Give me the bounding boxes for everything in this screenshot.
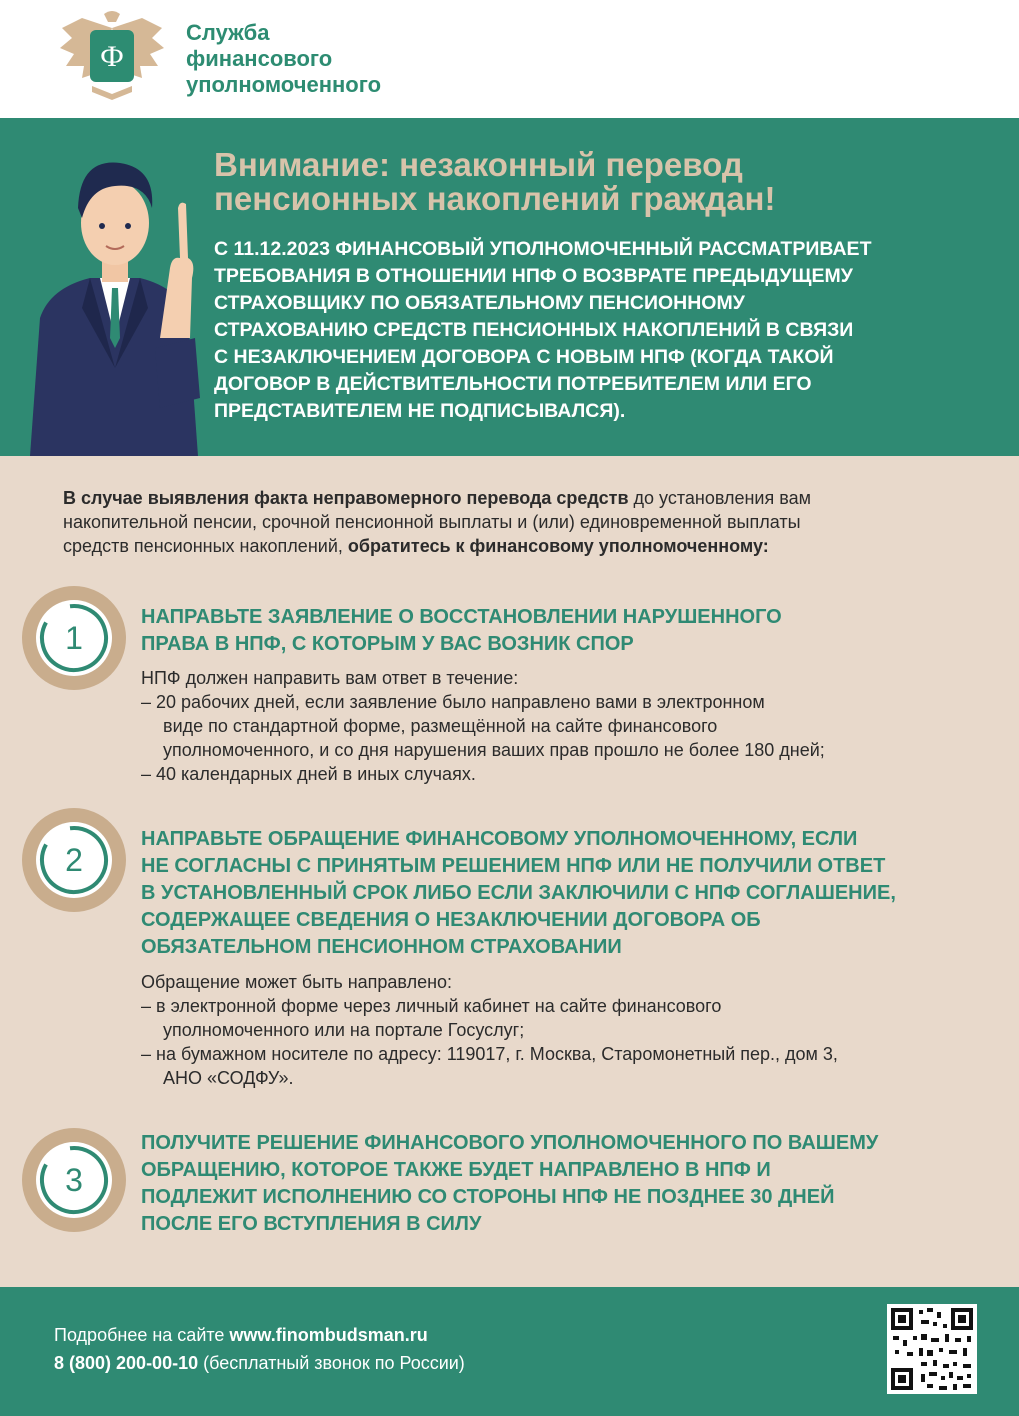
intro-text: накопительной пенсии, срочной пенсионной выплаты и (или) единовременной выплаты (63, 512, 801, 532)
footer-phone-number[interactable]: 8 (800) 200-00-10 (54, 1353, 199, 1373)
header (0, 0, 1019, 118)
step-number: 3 (65, 1162, 83, 1198)
hero-text-line: ДОГОВОР В ДЕЙСТВИТЕЛЬНОСТИ ПОТРЕБИТЕЛЕМ ИЛИ ЕГО (214, 373, 812, 395)
step-heading (141, 826, 896, 961)
bullet-line: – 40 календарных дней в иных случаях. (141, 764, 476, 784)
org-name-line: уполномоченного (186, 72, 382, 97)
hero-title (214, 148, 775, 216)
step-heading (141, 604, 782, 658)
step-heading (141, 1130, 878, 1238)
hero-title-line: пенсионных накоплений граждан! (214, 180, 776, 217)
eagle-logo-icon (52, 8, 172, 108)
intro-text: до установления вам (628, 488, 811, 508)
step-heading-line: ПОСЛЕ ЕГО ВСТУПЛЕНИЯ В СИЛУ (141, 1213, 482, 1235)
step-number: 2 (65, 842, 83, 878)
step-number-badge (22, 586, 126, 690)
hero-banner (0, 118, 1019, 456)
org-name-line: Служба (186, 20, 270, 45)
step-heading-line: ПОДЛЕЖИТ ИСПОЛНЕНИЮ СО СТОРОНЫ НПФ НЕ ПОЗДНЕЕ 30 ДНЕЙ (141, 1186, 835, 1208)
svg-text:Ф: Ф (100, 40, 124, 73)
step-heading-line: ПОЛУЧИТЕ РЕШЕНИЕ ФИНАНСОВОГО УПОЛНОМОЧЕННОГО ПО ВАШЕМУ (141, 1132, 879, 1154)
bullet-line: виде по стандартной форме, размещённой на сайте финансового (163, 716, 718, 736)
footer-phone-note: (бесплатный звонок по России) (198, 1353, 465, 1373)
step-body-lead: Обращение может быть направлено: (141, 972, 453, 992)
bullet-line: – в электронной форме через личный кабинет на сайте финансового (141, 996, 722, 1016)
footer-site-prefix: Подробнее на сайте (54, 1325, 230, 1345)
step-heading-line: СОДЕРЖАЩЕЕ СВЕДЕНИЯ О НЕЗАКЛЮЧЕНИИ ДОГОВОРА ОБ (141, 909, 761, 931)
footer-phone-line (54, 1353, 465, 1374)
step-body-lead: НПФ должен направить вам ответ в течение: (141, 668, 519, 688)
organization-name (186, 20, 381, 98)
hero-text-line: ПРЕДСТАВИТЕЛЕМ НЕ ПОДПИСЫВАЛСЯ). (214, 400, 626, 422)
step-heading-line: ПРАВА В НПФ, С КОТОРЫМ У ВАС ВОЗНИК СПОР (141, 633, 634, 655)
hero-text-line: СТРАХОВЩИКУ ПО ОБЯЗАТЕЛЬНОМУ ПЕНСИОННОМУ (214, 292, 745, 314)
bullet-line: – 20 рабочих дней, если заявление было направлено вами в электронном (141, 692, 765, 712)
qr-code-icon[interactable] (887, 1304, 977, 1394)
bullet-line: уполномоченного или на портале Госуслуг; (163, 1020, 525, 1040)
step-heading-line: НАПРАВЬТЕ ОБРАЩЕНИЕ ФИНАНСОВОМУ УПОЛНОМОЧЕННОМУ, ЕСЛИ (141, 828, 858, 850)
bullet-line: уполномоченного, и со дня нарушения ваших прав прошло не более 180 дней; (163, 740, 825, 760)
hero-text-line: ТРЕБОВАНИЯ В ОТНОШЕНИИ НПФ О ВОЗВРАТЕ ПРЕДЫДУЩЕМУ (214, 265, 853, 287)
org-name-line: финансового (186, 46, 333, 71)
intro-bold-text: обратитесь к финансовому уполномоченному: (347, 536, 769, 556)
hero-title-line: Внимание: незаконный перевод (214, 146, 743, 183)
hero-text-line: С НЕЗАКЛЮЧЕНИЕМ ДОГОВОРА С НОВЫМ НПФ (КОГДА ТАКОЙ (214, 346, 834, 368)
hero-text-line: С 11.12.2023 ФИНАНСОВЫЙ УПОЛНОМОЧЕННЫЙ РАССМАТРИВАЕТ (214, 238, 872, 260)
footer (0, 1287, 1019, 1416)
step-heading-line: В УСТАНОВЛЕННЫЙ СРОК ЛИБО ЕСЛИ ЗАКЛЮЧИЛИ С НПФ СОГЛАШЕНИЕ, (141, 882, 896, 904)
step-number: 1 (65, 620, 83, 656)
step-heading-line: ОБЯЗАТЕЛЬНОМ ПЕНСИОННОМ СТРАХОВАНИИ (141, 936, 622, 958)
bullet-line: – на бумажном носителе по адресу: 119017, г. Москва, Старомонетный пер., дом 3, (141, 1044, 838, 1064)
footer-site-link[interactable]: www.finombudsman.ru (229, 1325, 428, 1345)
step-heading-line: НЕ СОГЛАСНЫ С ПРИНЯТЫМ РЕШЕНИЕМ НПФ ИЛИ НЕ ПОЛУЧИЛИ ОТВЕТ (141, 855, 886, 877)
step-body (141, 970, 838, 1090)
intro-paragraph (63, 486, 983, 558)
step-heading-line: ОБРАЩЕНИЮ, КОТОРОЕ ТАКЖЕ БУДЕТ НАПРАВЛЕНО В НПФ И (141, 1159, 771, 1181)
footer-site-line (54, 1325, 428, 1346)
step-body (141, 666, 825, 786)
intro-text: средств пенсионных накоплений, (63, 536, 348, 556)
step-number-badge (22, 808, 126, 912)
bullet-line: АНО «СОДФУ». (163, 1068, 294, 1088)
step-heading-line: НАПРАВЬТЕ ЗАЯВЛЕНИЕ О ВОССТАНОВЛЕНИИ НАРУШЕННОГО (141, 606, 782, 628)
businessman-illustration (20, 138, 210, 456)
hero-announcement (214, 236, 871, 425)
intro-bold-text: В случае выявления факта неправомерного перевода средств (63, 488, 629, 508)
hero-text-line: СТРАХОВАНИЮ СРЕДСТВ ПЕНСИОННЫХ НАКОПЛЕНИЙ В СВЯЗИ (214, 319, 854, 341)
step-number-badge (22, 1128, 126, 1232)
